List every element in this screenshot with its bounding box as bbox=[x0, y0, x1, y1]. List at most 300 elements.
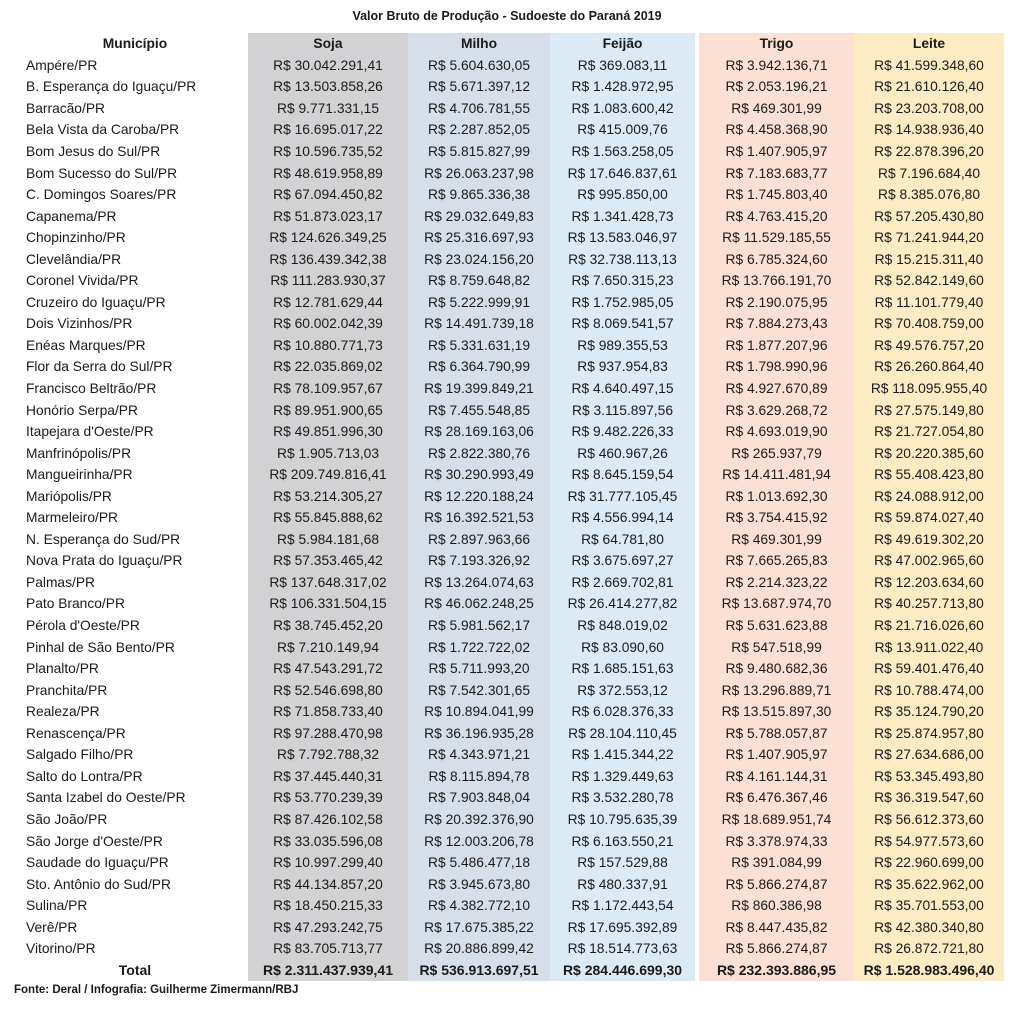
table-row bbox=[22, 550, 1004, 572]
trigo-cell: R$ 860.386,98 bbox=[699, 895, 854, 917]
soja-cell: R$ 1.905.713,03 bbox=[248, 442, 408, 464]
feijao-cell: R$ 1.428.972,95 bbox=[550, 76, 695, 98]
soja-cell: R$ 48.619.958,89 bbox=[248, 162, 408, 184]
milho-cell: R$ 36.196.935,28 bbox=[408, 723, 550, 745]
feijao-cell: R$ 18.514.773,63 bbox=[550, 938, 695, 960]
production-table bbox=[22, 33, 1004, 981]
leite-cell: R$ 22.878.396,20 bbox=[854, 141, 1004, 163]
municipio-cell: Mangueirinha/PR bbox=[26, 467, 133, 483]
municipio-cell: Coronel Vivida/PR bbox=[26, 273, 139, 289]
leite-cell: R$ 53.345.493,80 bbox=[854, 766, 1004, 788]
municipio-cell: Flor da Serra do Sul/PR bbox=[26, 359, 173, 375]
municipio-cell: Nova Prata do Iguaçu/PR bbox=[26, 553, 183, 569]
leite-cell: R$ 26.260.864,40 bbox=[854, 356, 1004, 378]
soja-cell: R$ 51.873.023,17 bbox=[248, 205, 408, 227]
municipio-cell: Planalto/PR bbox=[26, 661, 99, 677]
trigo-cell: R$ 13.766.191,70 bbox=[699, 270, 854, 292]
milho-cell: R$ 5.331.631,19 bbox=[408, 335, 550, 357]
milho-cell: R$ 12.220.188,24 bbox=[408, 485, 550, 507]
leite-cell: R$ 27.575.149,80 bbox=[854, 399, 1004, 421]
feijao-cell: R$ 17.695.392,89 bbox=[550, 916, 695, 938]
milho-cell: R$ 5.671.397,12 bbox=[408, 76, 550, 98]
total-label: Total bbox=[118, 961, 152, 978]
feijao-cell: R$ 1.341.428,73 bbox=[550, 205, 695, 227]
trigo-cell: R$ 4.763.415,20 bbox=[699, 205, 854, 227]
trigo-cell: R$ 265.937,79 bbox=[699, 442, 854, 464]
trigo-cell: R$ 1.013.692,30 bbox=[699, 485, 854, 507]
table-row bbox=[22, 292, 1004, 314]
feijao-cell: R$ 4.556.994,14 bbox=[550, 507, 695, 529]
trigo-cell: R$ 9.480.682,36 bbox=[699, 658, 854, 680]
trigo-cell: R$ 469.301,99 bbox=[699, 529, 854, 551]
table-row bbox=[22, 507, 1004, 529]
total-trigo: R$ 232.393.886,95 bbox=[699, 960, 854, 982]
feijao-cell: R$ 460.967,26 bbox=[550, 442, 695, 464]
feijao-cell: R$ 937.954,83 bbox=[550, 356, 695, 378]
leite-cell: R$ 12.203.634,60 bbox=[854, 572, 1004, 594]
leite-cell: R$ 47.002.965,60 bbox=[854, 550, 1004, 572]
municipio-cell: Honório Serpa/PR bbox=[26, 402, 138, 418]
leite-cell: R$ 23.203.708,00 bbox=[854, 98, 1004, 120]
feijao-cell: R$ 480.337,91 bbox=[550, 873, 695, 895]
leite-cell: R$ 54.977.573,60 bbox=[854, 830, 1004, 852]
trigo-cell: R$ 13.515.897,30 bbox=[699, 701, 854, 723]
header-soja: Soja bbox=[248, 33, 408, 55]
milho-cell: R$ 23.024.156,20 bbox=[408, 248, 550, 270]
soja-cell: R$ 137.648.317,02 bbox=[248, 572, 408, 594]
total-leite: R$ 1.528.983.496,40 bbox=[854, 960, 1004, 982]
leite-cell: R$ 118.095.955,40 bbox=[854, 378, 1004, 400]
milho-cell: R$ 28.169.163,06 bbox=[408, 421, 550, 443]
table-row bbox=[22, 184, 1004, 206]
soja-cell: R$ 10.880.771,73 bbox=[248, 335, 408, 357]
trigo-cell: R$ 2.190.075,95 bbox=[699, 292, 854, 314]
milho-cell: R$ 19.399.849,21 bbox=[408, 378, 550, 400]
milho-cell: R$ 46.062.248,25 bbox=[408, 593, 550, 615]
milho-cell: R$ 13.264.074,63 bbox=[408, 572, 550, 594]
municipio-cell: Clevelândia/PR bbox=[26, 251, 122, 267]
feijao-cell: R$ 1.172.443,54 bbox=[550, 895, 695, 917]
table-row bbox=[22, 679, 1004, 701]
leite-cell: R$ 20.220.385,60 bbox=[854, 442, 1004, 464]
leite-cell: R$ 10.788.474,00 bbox=[854, 679, 1004, 701]
trigo-cell: R$ 4.161.144,31 bbox=[699, 766, 854, 788]
leite-cell: R$ 21.610.126,40 bbox=[854, 76, 1004, 98]
soja-cell: R$ 53.770.239,39 bbox=[248, 787, 408, 809]
header-feijao: Feijão bbox=[550, 33, 695, 55]
leite-cell: R$ 26.872.721,80 bbox=[854, 938, 1004, 960]
milho-cell: R$ 2.287.852,05 bbox=[408, 119, 550, 141]
trigo-cell: R$ 1.877.207,96 bbox=[699, 335, 854, 357]
table-row bbox=[22, 162, 1004, 184]
trigo-cell: R$ 547.518,99 bbox=[699, 636, 854, 658]
leite-cell: R$ 14.938.936,40 bbox=[854, 119, 1004, 141]
soja-cell: R$ 55.845.888,62 bbox=[248, 507, 408, 529]
table-row bbox=[22, 98, 1004, 120]
total-feijao: R$ 284.446.699,30 bbox=[550, 960, 695, 982]
table-row bbox=[22, 205, 1004, 227]
milho-cell: R$ 2.897.963,66 bbox=[408, 529, 550, 551]
leite-cell: R$ 25.874.957,80 bbox=[854, 723, 1004, 745]
milho-cell: R$ 16.392.521,53 bbox=[408, 507, 550, 529]
milho-cell: R$ 17.675.385,22 bbox=[408, 916, 550, 938]
milho-cell: R$ 5.486.477,18 bbox=[408, 852, 550, 874]
soja-cell: R$ 52.546.698,80 bbox=[248, 679, 408, 701]
trigo-cell: R$ 2.053.196,21 bbox=[699, 76, 854, 98]
trigo-cell: R$ 1.407.905,97 bbox=[699, 141, 854, 163]
municipio-cell: B. Esperança do Iguaçu/PR bbox=[26, 79, 197, 95]
milho-cell: R$ 25.316.697,93 bbox=[408, 227, 550, 249]
municipio-cell: São João/PR bbox=[26, 811, 108, 827]
trigo-cell: R$ 13.687.974,70 bbox=[699, 593, 854, 615]
table-row bbox=[22, 464, 1004, 486]
table-row bbox=[22, 313, 1004, 335]
feijao-cell: R$ 415.009,76 bbox=[550, 119, 695, 141]
table-row bbox=[22, 356, 1004, 378]
milho-cell: R$ 9.865.336,38 bbox=[408, 184, 550, 206]
soja-cell: R$ 16.695.017,22 bbox=[248, 119, 408, 141]
table-row bbox=[22, 119, 1004, 141]
soja-cell: R$ 53.214.305,27 bbox=[248, 485, 408, 507]
leite-cell: R$ 27.634.686,00 bbox=[854, 744, 1004, 766]
leite-cell: R$ 21.727.054,80 bbox=[854, 421, 1004, 443]
milho-cell: R$ 1.722.722,02 bbox=[408, 636, 550, 658]
milho-cell: R$ 4.382.772,10 bbox=[408, 895, 550, 917]
table-row bbox=[22, 895, 1004, 917]
soja-cell: R$ 12.781.629,44 bbox=[248, 292, 408, 314]
soja-cell: R$ 7.792.788,32 bbox=[248, 744, 408, 766]
soja-cell: R$ 106.331.504,15 bbox=[248, 593, 408, 615]
trigo-cell: R$ 469.301,99 bbox=[699, 98, 854, 120]
milho-cell: R$ 7.542.301,65 bbox=[408, 679, 550, 701]
municipio-cell: Vitorino/PR bbox=[26, 941, 96, 957]
soja-cell: R$ 97.288.470,98 bbox=[248, 723, 408, 745]
milho-cell: R$ 29.032.649,83 bbox=[408, 205, 550, 227]
milho-cell: R$ 2.822.380,76 bbox=[408, 442, 550, 464]
feijao-cell: R$ 1.083.600,42 bbox=[550, 98, 695, 120]
trigo-cell: R$ 1.798.990,96 bbox=[699, 356, 854, 378]
table-row bbox=[22, 701, 1004, 723]
milho-cell: R$ 30.290.993,49 bbox=[408, 464, 550, 486]
trigo-cell: R$ 5.631.623,88 bbox=[699, 615, 854, 637]
soja-cell: R$ 124.626.349,25 bbox=[248, 227, 408, 249]
leite-cell: R$ 70.408.759,00 bbox=[854, 313, 1004, 335]
table-row bbox=[22, 809, 1004, 831]
trigo-cell: R$ 11.529.185,55 bbox=[699, 227, 854, 249]
leite-cell: R$ 71.241.944,20 bbox=[854, 227, 1004, 249]
trigo-cell: R$ 3.378.974,33 bbox=[699, 830, 854, 852]
trigo-cell: R$ 3.629.268,72 bbox=[699, 399, 854, 421]
soja-cell: R$ 78.109.957,67 bbox=[248, 378, 408, 400]
soja-cell: R$ 49.851.996,30 bbox=[248, 421, 408, 443]
leite-cell: R$ 56.612.373,60 bbox=[854, 809, 1004, 831]
leite-cell: R$ 35.701.553,00 bbox=[854, 895, 1004, 917]
table-row bbox=[22, 723, 1004, 745]
table-row bbox=[22, 141, 1004, 163]
soja-cell: R$ 57.353.465,42 bbox=[248, 550, 408, 572]
soja-cell: R$ 30.042.291,41 bbox=[248, 55, 408, 77]
milho-cell: R$ 7.193.326,92 bbox=[408, 550, 550, 572]
feijao-cell: R$ 28.104.110,45 bbox=[550, 723, 695, 745]
total-soja: R$ 2.311.437.939,41 bbox=[248, 960, 408, 982]
milho-cell: R$ 20.392.376,90 bbox=[408, 809, 550, 831]
table-row bbox=[22, 938, 1004, 960]
trigo-cell: R$ 6.476.367,46 bbox=[699, 787, 854, 809]
leite-cell: R$ 11.101.779,40 bbox=[854, 292, 1004, 314]
municipio-cell: N. Esperança do Sud/PR bbox=[26, 531, 181, 547]
feijao-cell: R$ 10.795.635,39 bbox=[550, 809, 695, 831]
trigo-cell: R$ 5.788.057,87 bbox=[699, 723, 854, 745]
municipio-cell: Pranchita/PR bbox=[26, 682, 108, 698]
trigo-cell: R$ 5.866.274,87 bbox=[699, 938, 854, 960]
leite-cell: R$ 8.385.076,80 bbox=[854, 184, 1004, 206]
feijao-cell: R$ 8.069.541,57 bbox=[550, 313, 695, 335]
feijao-cell: R$ 3.532.280,78 bbox=[550, 787, 695, 809]
trigo-cell: R$ 7.183.683,77 bbox=[699, 162, 854, 184]
milho-cell: R$ 20.886.899,42 bbox=[408, 938, 550, 960]
total-row bbox=[22, 960, 1004, 982]
source-credit: Fonte: Deral / Infografia: Guilherme Zimermann/RBJ bbox=[14, 984, 299, 996]
feijao-cell: R$ 83.090,60 bbox=[550, 636, 695, 658]
soja-cell: R$ 71.858.733,40 bbox=[248, 701, 408, 723]
municipio-cell: São Jorge d'Oeste/PR bbox=[26, 833, 163, 849]
soja-cell: R$ 83.705.713,77 bbox=[248, 938, 408, 960]
municipio-cell: Itapejara d'Oeste/PR bbox=[26, 424, 154, 440]
table-row bbox=[22, 787, 1004, 809]
feijao-cell: R$ 989.355,53 bbox=[550, 335, 695, 357]
municipio-cell: Pinhal de São Bento/PR bbox=[26, 639, 175, 655]
table-row bbox=[22, 55, 1004, 77]
municipio-cell: Capanema/PR bbox=[26, 208, 117, 224]
table-row bbox=[22, 572, 1004, 594]
leite-cell: R$ 41.599.348,60 bbox=[854, 55, 1004, 77]
feijao-cell: R$ 1.329.449,63 bbox=[550, 766, 695, 788]
leite-cell: R$ 52.842.149,60 bbox=[854, 270, 1004, 292]
leite-cell: R$ 40.257.713,80 bbox=[854, 593, 1004, 615]
feijao-cell: R$ 6.163.550,21 bbox=[550, 830, 695, 852]
feijao-cell: R$ 2.669.702,81 bbox=[550, 572, 695, 594]
leite-cell: R$ 15.215.311,40 bbox=[854, 248, 1004, 270]
feijao-cell: R$ 995.850,00 bbox=[550, 184, 695, 206]
municipio-cell: Palmas/PR bbox=[26, 574, 96, 590]
leite-cell: R$ 21.716.026,60 bbox=[854, 615, 1004, 637]
soja-cell: R$ 5.984.181,68 bbox=[248, 529, 408, 551]
leite-cell: R$ 55.408.423,80 bbox=[854, 464, 1004, 486]
header-municipio: Município bbox=[102, 36, 168, 52]
trigo-cell: R$ 14.411.481,94 bbox=[699, 464, 854, 486]
table-row bbox=[22, 399, 1004, 421]
municipio-cell: Ampére/PR bbox=[26, 57, 98, 73]
feijao-cell: R$ 1.563.258,05 bbox=[550, 141, 695, 163]
municipio-cell: Realeza/PR bbox=[26, 704, 100, 720]
feijao-cell: R$ 17.646.837,61 bbox=[550, 162, 695, 184]
table-row bbox=[22, 873, 1004, 895]
leite-cell: R$ 49.576.757,20 bbox=[854, 335, 1004, 357]
table-row bbox=[22, 636, 1004, 658]
milho-cell: R$ 4.706.781,55 bbox=[408, 98, 550, 120]
municipio-cell: C. Domingos Soares/PR bbox=[26, 187, 177, 203]
milho-cell: R$ 5.222.999,91 bbox=[408, 292, 550, 314]
milho-cell: R$ 5.711.993,20 bbox=[408, 658, 550, 680]
feijao-cell: R$ 8.645.159,54 bbox=[550, 464, 695, 486]
soja-cell: R$ 10.997.299,40 bbox=[248, 852, 408, 874]
municipio-cell: Marmeleiro/PR bbox=[26, 510, 118, 526]
table-row bbox=[22, 485, 1004, 507]
municipio-cell: Cruzeiro do Iguaçu/PR bbox=[26, 294, 166, 310]
municipio-cell: Bela Vista da Caroba/PR bbox=[26, 122, 180, 138]
header-row bbox=[22, 33, 1004, 55]
table-row bbox=[22, 442, 1004, 464]
trigo-cell: R$ 4.927.670,89 bbox=[699, 378, 854, 400]
table-title: Valor Bruto de Produção - Sudoeste do Paraná 2019 bbox=[352, 9, 662, 23]
trigo-cell: R$ 18.689.951,74 bbox=[699, 809, 854, 831]
milho-cell: R$ 5.981.562,17 bbox=[408, 615, 550, 637]
table-row bbox=[22, 744, 1004, 766]
municipio-cell: Renascença/PR bbox=[26, 725, 126, 741]
feijao-cell: R$ 6.028.376,33 bbox=[550, 701, 695, 723]
milho-cell: R$ 3.945.673,80 bbox=[408, 873, 550, 895]
soja-cell: R$ 47.293.242,75 bbox=[248, 916, 408, 938]
trigo-cell: R$ 13.296.889,71 bbox=[699, 679, 854, 701]
trigo-cell: R$ 6.785.324,60 bbox=[699, 248, 854, 270]
soja-cell: R$ 13.503.858,26 bbox=[248, 76, 408, 98]
soja-cell: R$ 111.283.930,37 bbox=[248, 270, 408, 292]
leite-cell: R$ 24.088.912,00 bbox=[854, 485, 1004, 507]
leite-cell: R$ 59.874.027,40 bbox=[854, 507, 1004, 529]
feijao-cell: R$ 7.650.315,23 bbox=[550, 270, 695, 292]
soja-cell: R$ 38.745.452,20 bbox=[248, 615, 408, 637]
trigo-cell: R$ 7.884.273,43 bbox=[699, 313, 854, 335]
municipio-cell: Salto do Lontra/PR bbox=[26, 768, 143, 784]
leite-cell: R$ 49.619.302,20 bbox=[854, 529, 1004, 551]
milho-cell: R$ 8.759.648,82 bbox=[408, 270, 550, 292]
municipio-cell: Saudade do Iguaçu/PR bbox=[26, 855, 169, 871]
trigo-cell: R$ 1.745.803,40 bbox=[699, 184, 854, 206]
leite-cell: R$ 57.205.430,80 bbox=[854, 205, 1004, 227]
feijao-cell: R$ 31.777.105,45 bbox=[550, 485, 695, 507]
trigo-cell: R$ 1.407.905,97 bbox=[699, 744, 854, 766]
milho-cell: R$ 26.063.237,98 bbox=[408, 162, 550, 184]
leite-cell: R$ 13.911.022,40 bbox=[854, 636, 1004, 658]
municipio-cell: Bom Sucesso do Sul/PR bbox=[26, 165, 178, 181]
feijao-cell: R$ 1.752.985,05 bbox=[550, 292, 695, 314]
milho-cell: R$ 8.115.894,78 bbox=[408, 766, 550, 788]
trigo-cell: R$ 2.214.323,22 bbox=[699, 572, 854, 594]
milho-cell: R$ 12.003.206,78 bbox=[408, 830, 550, 852]
leite-cell: R$ 59.401.476,40 bbox=[854, 658, 1004, 680]
soja-cell: R$ 89.951.900,65 bbox=[248, 399, 408, 421]
leite-cell: R$ 22.960.699,00 bbox=[854, 852, 1004, 874]
soja-cell: R$ 87.426.102,58 bbox=[248, 809, 408, 831]
trigo-cell: R$ 3.754.415,92 bbox=[699, 507, 854, 529]
municipio-cell: Salgado Filho/PR bbox=[26, 747, 134, 763]
table-body bbox=[22, 55, 1004, 960]
feijao-cell: R$ 3.115.897,56 bbox=[550, 399, 695, 421]
feijao-cell: R$ 372.553,12 bbox=[550, 679, 695, 701]
milho-cell: R$ 7.903.848,04 bbox=[408, 787, 550, 809]
milho-cell: R$ 4.343.971,21 bbox=[408, 744, 550, 766]
feijao-cell: R$ 26.414.277,82 bbox=[550, 593, 695, 615]
milho-cell: R$ 10.894.041,99 bbox=[408, 701, 550, 723]
soja-cell: R$ 60.002.042,39 bbox=[248, 313, 408, 335]
municipio-cell: Pérola d'Oeste/PR bbox=[26, 618, 140, 634]
soja-cell: R$ 7.210.149,94 bbox=[248, 636, 408, 658]
table-row bbox=[22, 270, 1004, 292]
municipio-cell: Sto. Antônio do Sud/PR bbox=[26, 876, 171, 892]
soja-cell: R$ 37.445.440,31 bbox=[248, 766, 408, 788]
table-row bbox=[22, 335, 1004, 357]
header-trigo: Trigo bbox=[699, 33, 854, 55]
table-row bbox=[22, 248, 1004, 270]
feijao-cell: R$ 369.083,11 bbox=[550, 55, 695, 77]
milho-cell: R$ 14.491.739,18 bbox=[408, 313, 550, 335]
soja-cell: R$ 67.094.450,82 bbox=[248, 184, 408, 206]
milho-cell: R$ 6.364.790,99 bbox=[408, 356, 550, 378]
table-row bbox=[22, 852, 1004, 874]
leite-cell: R$ 36.319.547,60 bbox=[854, 787, 1004, 809]
soja-cell: R$ 9.771.331,15 bbox=[248, 98, 408, 120]
leite-cell: R$ 7.196.684,40 bbox=[854, 162, 1004, 184]
milho-cell: R$ 7.455.548,85 bbox=[408, 399, 550, 421]
soja-cell: R$ 44.134.857,20 bbox=[248, 873, 408, 895]
trigo-cell: R$ 4.458.368,90 bbox=[699, 119, 854, 141]
soja-cell: R$ 10.596.735,52 bbox=[248, 141, 408, 163]
soja-cell: R$ 209.749.816,41 bbox=[248, 464, 408, 486]
municipio-cell: Manfrinópolis/PR bbox=[26, 445, 132, 461]
header-milho: Milho bbox=[408, 33, 550, 55]
trigo-cell: R$ 5.866.274,87 bbox=[699, 873, 854, 895]
feijao-cell: R$ 848.019,02 bbox=[550, 615, 695, 637]
table-row bbox=[22, 227, 1004, 249]
table-row bbox=[22, 529, 1004, 551]
table-row bbox=[22, 378, 1004, 400]
feijao-cell: R$ 157.529,88 bbox=[550, 852, 695, 874]
leite-cell: R$ 35.124.790,20 bbox=[854, 701, 1004, 723]
table-row bbox=[22, 658, 1004, 680]
leite-cell: R$ 35.622.962,00 bbox=[854, 873, 1004, 895]
feijao-cell: R$ 9.482.226,33 bbox=[550, 421, 695, 443]
feijao-cell: R$ 1.685.151,63 bbox=[550, 658, 695, 680]
header-leite: Leite bbox=[854, 33, 1004, 55]
municipio-cell: Mariópolis/PR bbox=[26, 488, 112, 504]
municipio-cell: Verê/PR bbox=[26, 919, 78, 935]
table-row bbox=[22, 593, 1004, 615]
municipio-cell: Dois Vizinhos/PR bbox=[26, 316, 133, 332]
municipio-cell: Bom Jesus do Sul/PR bbox=[26, 144, 161, 159]
trigo-cell: R$ 4.693.019,90 bbox=[699, 421, 854, 443]
municipio-cell: Enéas Marques/PR bbox=[26, 337, 146, 353]
feijao-cell: R$ 32.738.113,13 bbox=[550, 248, 695, 270]
soja-cell: R$ 47.543.291,72 bbox=[248, 658, 408, 680]
municipio-cell: Chopinzinho/PR bbox=[26, 230, 126, 246]
municipio-cell: Sulina/PR bbox=[26, 898, 88, 914]
feijao-cell: R$ 4.640.497,15 bbox=[550, 378, 695, 400]
soja-cell: R$ 22.035.869,02 bbox=[248, 356, 408, 378]
feijao-cell: R$ 1.415.344,22 bbox=[550, 744, 695, 766]
milho-cell: R$ 5.815.827,99 bbox=[408, 141, 550, 163]
table-row bbox=[22, 615, 1004, 637]
feijao-cell: R$ 13.583.046,97 bbox=[550, 227, 695, 249]
trigo-cell: R$ 7.665.265,83 bbox=[699, 550, 854, 572]
milho-cell: R$ 5.604.630,05 bbox=[408, 55, 550, 77]
trigo-cell: R$ 3.942.136,71 bbox=[699, 55, 854, 77]
table-row bbox=[22, 421, 1004, 443]
trigo-cell: R$ 391.084,99 bbox=[699, 852, 854, 874]
feijao-cell: R$ 3.675.697,27 bbox=[550, 550, 695, 572]
feijao-cell: R$ 64.781,80 bbox=[550, 529, 695, 551]
soja-cell: R$ 136.439.342,38 bbox=[248, 248, 408, 270]
leite-cell: R$ 42.380.340,80 bbox=[854, 916, 1004, 938]
